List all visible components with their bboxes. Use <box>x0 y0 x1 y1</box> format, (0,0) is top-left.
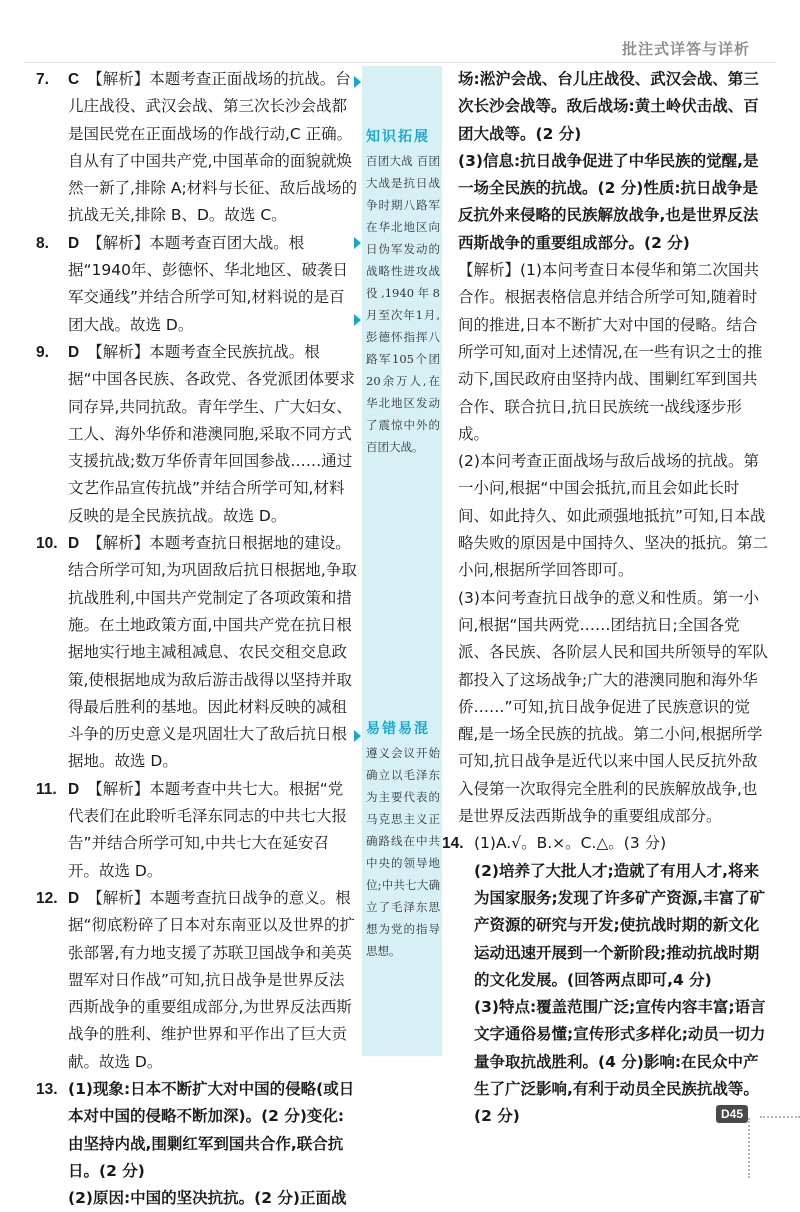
answer-choice: D <box>68 234 80 252</box>
answer-item-10 <box>28 530 358 776</box>
answer-choice: D <box>68 889 80 907</box>
left-column <box>28 66 358 1212</box>
answer-part-1: (1)A.√。B.×。C.△。(3 分) <box>474 834 667 853</box>
corner-decoration <box>748 1118 760 1178</box>
question-number: 14. <box>442 835 464 853</box>
question-number: 8. <box>36 234 49 252</box>
question-number: 9. <box>36 343 49 361</box>
explanation-text: 【解析】本题考查抗日战争的意义。根据“彻底粉碎了日本对东南亚以及世界的扩张部署,有力地支援了苏联卫国战争和美英盟军对日作战”可知,抗日战争是世界反法西斯战争的重要组成部分,为世界反法西斯战争的胜利、维护世界和平作出了巨大贡献。故选 D。 <box>68 888 356 1071</box>
arrow-icon <box>354 76 361 88</box>
question-number: 13. <box>36 1080 58 1098</box>
answer-item-9 <box>28 339 358 530</box>
answer-item-8 <box>28 230 358 339</box>
answer-part-2: (2)培养了大批人才;造就了有用人才,将来为国家服务;发现了许多矿产资源,丰富了矿产资源的研究与开发;使抗战时期的新文化运动迅速开展到一个新阶段;推动抗战时期的文化发展。(回答两点即可,4 分) <box>474 861 766 989</box>
knowledge-expansion-title: 知识拓展 <box>366 129 430 145</box>
error-prone-title: 易错易混 <box>366 721 430 737</box>
explanation-text: 【解析】本题考查抗日根据地的建设。结合所学可知,为巩固敌后抗日根据地,争取抗战胜利,中国共产党制定了各项政策和措施。在土地政策方面,中国共产党在抗日根据地实行地主减租减息、农民交租交息政策,使根据地成为敌后游击战得以坚持并取得最后胜利的基地。因此材料反映的减租斗争的历史意义是巩固壮大了敌后抗日根据地。故选 D。 <box>68 534 357 771</box>
answer-choice: D <box>68 780 80 798</box>
answer-item-12 <box>28 885 358 1076</box>
explanation-text: 【解析】本题考查全民族抗战。根据“中国各民族、各政党、各党派团体要求同存异,共同抗敌。青年学生、广大妇女、工人、海外华侨和港澳同胞,采取不同方式支援抗战;数万华侨青年回国参战……通过文艺作品宣传抗战”并结合所学可知,材料反映的是全民族抗战。故选 D。 <box>68 342 356 525</box>
arrow-icon <box>354 314 361 326</box>
arrow-icon <box>354 730 361 742</box>
error-prone-text: 遵义会议开始确立以毛泽东为主要代表的马克思主义正确路线在中共中央的领导地位;中共七大确立了毛泽东思想为党的指导思想。 <box>366 746 440 958</box>
answer-13-continued: 场:淞沪会战、台儿庄战役、武汉会战、第三次长沙会战等。敌后战场:黄土岭伏击战、百团大战等。(2 分) <box>458 70 759 143</box>
answer-choice: C <box>68 71 80 88</box>
analysis-part-1: 【解析】(1)本问考查日本侵华和第二次国共合作。根据表格信息并结合所学可知,随着时间的推进,日本不断扩大对中国的侵略。结合所学可知,面对上述情况,在一些有识之士的推动下,国民政府由坚持内战、围剿红军到国共合作、联合抗日,抗日民族统一战线逐步形成。 <box>458 261 763 443</box>
question-number: 7. <box>36 71 49 88</box>
answer-part-1: (1)现象:日本不断扩大对中国的侵略(或日本对中国的侵略不断加深)。(2 分)变化:由坚持内战,围剿红军到国共合作,联合抗日。(2 分) <box>68 1079 355 1180</box>
question-number: 11. <box>36 780 57 798</box>
explanation-text: 【解析】本题考查百团大战。根据“1940年、彭德怀、华北地区、破袭日军交通线”并结合所学可知,材料说的是百团大战。故选 D。 <box>68 233 348 334</box>
header-title: 批注式详答与详析 <box>621 40 750 58</box>
header-divider <box>24 62 776 63</box>
page-number: D45 <box>716 1105 748 1123</box>
knowledge-expansion-text: 百团大战 百团大战是抗日战争时期八路军在华北地区向日伪军发动的战略性进攻战役,1940年8月至次年1月,彭德怀指挥八路军105个团20余万人,在华北地区发动了震惊中外的百团大战。 <box>366 154 440 454</box>
answer-part-3: (3)特点:覆盖范围广泛;宣传内容丰富;语言文字通俗易懂;宣传形式多样化;动员一切力量争取抗战胜利。(4 分)影响:在民众中产生了广泛影响,有利于动员全民族抗战等。(2 分) <box>474 998 766 1126</box>
question-number: 12. <box>36 889 58 907</box>
right-column <box>442 66 770 1131</box>
answer-item-14 <box>442 830 770 1130</box>
answer-13-part-3: (3)信息:抗日战争促进了中华民族的觉醒,是一场全民族的抗战。(2 分)性质:抗日战争是反抗外来侵略的民族解放战争,也是世界反法西斯战争的重要组成部分。(2 分) <box>458 151 759 252</box>
arrow-icon <box>354 237 361 249</box>
corner-decoration <box>760 1116 800 1118</box>
explanation-text: 【解析】本题考查中共七大。根据“党代表们在此聆听毛泽东同志的中共七大报告”并结合所学可知,中共七大在延安召开。故选 D。 <box>68 779 348 880</box>
answer-item-11 <box>28 776 358 885</box>
analysis-part-2: (2)本问考查正面战场与敌后战场的抗战。第一小问,根据“中国会抵抗,而且会如此长时间、如此持久、如此顽强地抵抗”可知,日本战略失败的原因是中国持久、坚决的抵抗。第二小问,根据所学回答即可。 <box>458 452 769 580</box>
explanation-text: 【解析】本题考查正面战场的抗战。台儿庄战役、武汉会战、第三次长沙会战都是国民党在正面战场的作战行动,C 正确。自从有了中国共产党,中国革命的面貌就焕然一新了,排除 A;材料与长征、敌后战场的抗战无关,排除 B、D。故选 C。 <box>68 70 358 225</box>
answer-item-7 <box>28 66 358 230</box>
question-number: 10. <box>36 535 58 553</box>
answer-item-13 <box>28 1076 358 1212</box>
answer-choice: D <box>68 535 80 553</box>
answer-part-2: (2)原因:中国的坚决抗抗。(2 分)正面战 <box>68 1189 347 1208</box>
analysis-part-3: (3)本问考查抗日战争的意义和性质。第一小问,根据“国共两党……团结抗日;全国各党派、各民族、各阶层人民和国共所领导的军队都投入了这场战争;广大的港澳同胞和海外华侨……”可知,抗日战争促进了民族意识的觉醒,是一场全民族的抗战。第二小问,根据所学可知,抗日战争是近代以来中国人民反抗外敌入侵第一次取得完全胜利的民族解放战争,也是世界反法西斯战争的重要组成部分。 <box>458 588 769 826</box>
answer-choice: D <box>68 343 80 361</box>
